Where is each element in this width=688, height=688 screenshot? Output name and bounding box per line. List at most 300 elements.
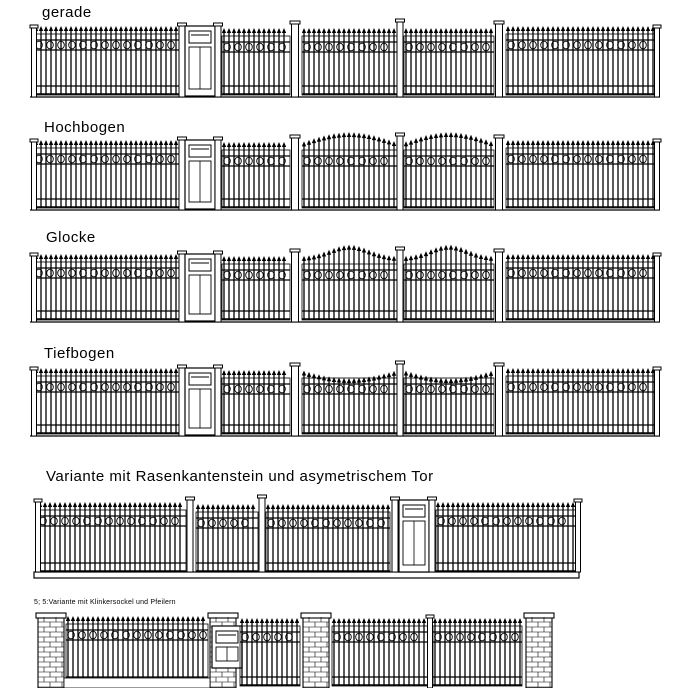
spear-tip — [621, 368, 625, 373]
spear-tip — [169, 26, 173, 31]
spear-tip — [586, 26, 590, 31]
spear-tip — [99, 368, 103, 373]
spear-tip — [131, 616, 135, 621]
spear-tip — [267, 370, 271, 375]
fence-panel — [240, 618, 300, 686]
spear-tip — [471, 502, 475, 507]
spear-tip — [367, 249, 371, 254]
spear-tip — [414, 254, 418, 259]
spear-tip — [139, 368, 143, 373]
spear-tip — [191, 616, 195, 621]
fence-panel — [404, 28, 494, 95]
fence-post — [397, 364, 403, 436]
spear-tip — [64, 140, 68, 145]
section-label-tiefbogen: Tiefbogen — [44, 345, 115, 362]
spear-tip — [99, 140, 103, 145]
spear-tip — [352, 28, 356, 33]
spear-tip — [446, 502, 450, 507]
spear-tip — [414, 138, 418, 143]
spear-tip — [49, 368, 53, 373]
spear-tip — [641, 140, 645, 145]
fence-row-tiefbogen — [30, 361, 661, 436]
spear-tip — [196, 616, 200, 621]
spear-tip — [474, 253, 478, 258]
spear-tip — [376, 504, 380, 509]
spear-tip — [327, 134, 331, 139]
ornament-scroll — [501, 633, 508, 641]
spear-tip — [449, 245, 453, 250]
spear-tip — [506, 254, 510, 259]
spear-tip — [414, 373, 418, 378]
spear-tip — [546, 502, 550, 507]
spear-tip — [422, 618, 426, 623]
spear-tip — [54, 140, 58, 145]
spear-tip — [458, 618, 462, 623]
spear-tip — [267, 256, 271, 261]
spear-tip — [382, 28, 386, 33]
spear-tip — [464, 28, 468, 33]
spear-tip — [641, 254, 645, 259]
fence-panel — [222, 142, 290, 208]
fence-panel — [436, 502, 576, 572]
spear-tip — [89, 140, 93, 145]
spear-tip — [206, 504, 210, 509]
ornament-scroll — [257, 43, 264, 51]
spear-tip — [444, 245, 448, 250]
spear-tip — [478, 618, 482, 623]
spear-tip — [291, 504, 295, 509]
spear-tip — [387, 372, 391, 377]
spear-tip — [139, 140, 143, 145]
spear-tip — [119, 254, 123, 259]
ornament-scroll — [47, 41, 54, 49]
spear-tip — [508, 618, 512, 623]
spear-tip — [109, 140, 113, 145]
spear-tip — [414, 28, 418, 33]
spear-tip — [247, 28, 251, 33]
spear-tip — [646, 26, 650, 31]
spear-tip — [129, 254, 133, 259]
spear-tip — [489, 141, 493, 146]
spear-tip — [516, 26, 520, 31]
spear-tip — [362, 28, 366, 33]
spear-tip — [151, 616, 155, 621]
ornament-scroll — [102, 383, 109, 391]
spear-tip — [342, 28, 346, 33]
spear-tip — [169, 368, 173, 373]
spear-tip — [49, 140, 53, 145]
spear-tip — [321, 504, 325, 509]
spear-tip — [136, 616, 140, 621]
ornament-scroll — [102, 155, 109, 163]
spear-tip — [332, 133, 336, 138]
spear-tip — [270, 618, 274, 623]
spear-tip — [449, 28, 453, 33]
ornament-scroll — [629, 155, 636, 163]
spear-tip — [113, 502, 117, 507]
spear-tip — [489, 371, 493, 376]
spear-tip — [387, 139, 391, 144]
post-cap — [30, 367, 38, 370]
spear-tip — [409, 255, 413, 260]
spear-tip — [342, 132, 346, 137]
spear-tip — [159, 368, 163, 373]
spear-tip — [581, 254, 585, 259]
spear-tip — [240, 618, 244, 623]
spear-tip — [429, 376, 433, 381]
section-label-gerade: gerade — [42, 4, 92, 21]
spear-tip — [307, 140, 311, 145]
spear-tip — [322, 28, 326, 33]
spear-tip — [616, 368, 620, 373]
spear-tip — [536, 502, 540, 507]
ornament-scroll — [157, 269, 164, 277]
spear-tip — [469, 28, 473, 33]
post-cap — [290, 249, 300, 252]
post-cap — [494, 135, 504, 138]
spear-tip — [48, 502, 52, 507]
ornament-scroll — [574, 383, 581, 391]
spear-tip — [64, 254, 68, 259]
fence-panel — [506, 368, 655, 434]
spear-tip — [63, 502, 67, 507]
spear-tip — [601, 254, 605, 259]
fence-panel — [34, 368, 180, 434]
spear-tip — [81, 616, 85, 621]
ornament-scroll — [446, 633, 453, 641]
spear-tip — [252, 370, 256, 375]
spear-tip — [439, 28, 443, 33]
ornament-scroll — [541, 383, 548, 391]
spear-tip — [89, 368, 93, 373]
ornament-scroll — [124, 383, 131, 391]
ornament-scroll — [275, 633, 282, 641]
spear-tip — [124, 140, 128, 145]
spear-tip — [124, 254, 128, 259]
ornament-scroll — [559, 517, 566, 525]
spear-tip — [352, 132, 356, 137]
spear-tip — [168, 502, 172, 507]
spear-tip — [342, 245, 346, 250]
spear-tip — [382, 138, 386, 143]
ornament-scroll — [439, 385, 446, 393]
spear-tip — [409, 28, 413, 33]
spear-tip — [216, 504, 220, 509]
fence-panel — [66, 616, 208, 686]
spear-tip — [119, 368, 123, 373]
spear-tip — [621, 140, 625, 145]
spear-tip — [464, 377, 468, 382]
spear-tip — [616, 26, 620, 31]
spear-tip — [372, 135, 376, 140]
spear-tip — [79, 254, 83, 259]
section-label-hochbogen: Hochbogen — [44, 119, 126, 136]
brick-pillar — [301, 613, 331, 688]
spear-tip — [412, 618, 416, 623]
post-cap — [258, 495, 267, 498]
ornament-scroll — [157, 155, 164, 163]
spear-tip — [143, 502, 147, 507]
ornament-scroll — [472, 271, 479, 279]
spear-tip — [362, 248, 366, 253]
spear-tip — [119, 140, 123, 145]
spear-tip — [39, 254, 43, 259]
spear-tip — [511, 502, 515, 507]
spear-tip — [392, 141, 396, 146]
spear-tip — [226, 504, 230, 509]
spear-tip — [134, 368, 138, 373]
spear-tip — [237, 142, 241, 147]
ornament-scroll — [301, 519, 308, 527]
spear-tip — [222, 28, 226, 33]
spear-tip — [367, 134, 371, 139]
fence-post — [32, 256, 37, 322]
spear-tip — [419, 374, 423, 379]
spear-tip — [139, 254, 143, 259]
spear-tip — [551, 368, 555, 373]
spear-tip — [392, 371, 396, 376]
spear-tip — [576, 368, 580, 373]
fence-post — [496, 252, 503, 322]
ornament-scroll — [156, 631, 163, 639]
spear-tip — [454, 378, 458, 383]
spear-tip — [114, 26, 118, 31]
post-cap — [653, 25, 661, 28]
mailbox-column — [399, 500, 429, 572]
spear-tip — [277, 28, 281, 33]
post-cap — [214, 137, 223, 140]
ornament-scroll — [417, 157, 424, 165]
spear-tip — [556, 254, 560, 259]
spear-tip — [434, 247, 438, 252]
spear-tip — [631, 140, 635, 145]
spear-tip — [429, 134, 433, 139]
spear-tip — [84, 26, 88, 31]
spear-tip — [611, 140, 615, 145]
post-cap — [426, 615, 434, 618]
pillar-cap — [208, 613, 238, 618]
fence-post — [292, 24, 299, 97]
fence-row-klinker — [36, 613, 554, 688]
spear-tip — [116, 616, 120, 621]
spear-tip — [272, 142, 276, 147]
spear-tip — [331, 504, 335, 509]
spear-tip — [302, 28, 306, 33]
spear-tip — [531, 254, 535, 259]
spear-tip — [242, 370, 246, 375]
ornament-scroll — [315, 271, 322, 279]
spear-tip — [493, 618, 497, 623]
spear-tip — [531, 368, 535, 373]
spear-tip — [372, 618, 376, 623]
fence-post — [392, 500, 398, 572]
spear-tip — [104, 140, 108, 145]
spear-tip — [247, 256, 251, 261]
spear-tip — [94, 26, 98, 31]
pillar-cap — [301, 613, 331, 618]
spear-tip — [232, 256, 236, 261]
spear-tip — [357, 618, 361, 623]
spear-tip — [104, 254, 108, 259]
ornament-scroll — [315, 157, 322, 165]
spear-tip — [332, 28, 336, 33]
spear-tip — [366, 504, 370, 509]
ornament-scroll — [629, 41, 636, 49]
spear-tip — [434, 133, 438, 138]
spear-tip — [441, 502, 445, 507]
spear-tip — [516, 254, 520, 259]
ornament-scroll — [574, 41, 581, 49]
spear-tip — [237, 256, 241, 261]
post-cap — [214, 251, 223, 254]
spear-tip — [581, 26, 585, 31]
spear-tip — [626, 254, 630, 259]
spear-tip — [377, 253, 381, 258]
fence-row-glocke — [30, 245, 661, 322]
spear-tip — [561, 254, 565, 259]
ornament-scroll — [102, 269, 109, 277]
spear-tip — [611, 368, 615, 373]
spear-tip — [227, 28, 231, 33]
spear-tip — [439, 132, 443, 137]
fence-post — [576, 502, 581, 572]
post-cap — [653, 253, 661, 256]
spear-tip — [526, 140, 530, 145]
spear-tip — [307, 255, 311, 260]
spear-tip — [74, 254, 78, 259]
spear-tip — [144, 254, 148, 259]
spear-tip — [286, 504, 290, 509]
spear-tip — [513, 618, 517, 623]
spear-tip — [154, 140, 158, 145]
spear-tip — [484, 139, 488, 144]
spear-tip — [232, 142, 236, 147]
spear-tip — [546, 254, 550, 259]
fence-post — [496, 138, 503, 210]
spear-tip — [521, 26, 525, 31]
spear-tip — [255, 618, 259, 623]
spear-tip — [356, 504, 360, 509]
spear-tip — [591, 140, 595, 145]
spear-tip — [531, 140, 535, 145]
post-cap — [494, 21, 504, 24]
fence-post — [215, 254, 221, 322]
spear-tip — [571, 502, 575, 507]
spear-tip — [161, 616, 165, 621]
ornament-scroll — [417, 271, 424, 279]
fence-post — [179, 368, 185, 436]
spear-tip — [74, 140, 78, 145]
spear-tip — [158, 502, 162, 507]
spear-tip — [332, 248, 336, 253]
ornament-scroll — [134, 631, 141, 639]
spear-tip — [347, 245, 351, 250]
spear-tip — [174, 254, 178, 259]
spear-tip — [606, 26, 610, 31]
spear-tip — [59, 368, 63, 373]
spear-tip — [483, 618, 487, 623]
spear-tip — [39, 368, 43, 373]
spear-tip — [436, 502, 440, 507]
spear-tip — [449, 378, 453, 383]
spear-tip — [302, 371, 306, 376]
spear-tip — [521, 254, 525, 259]
spear-tip — [174, 140, 178, 145]
spear-tip — [322, 252, 326, 257]
spear-tip — [536, 254, 540, 259]
ornament-scroll — [370, 157, 377, 165]
spear-tip — [626, 26, 630, 31]
spear-tip — [277, 142, 281, 147]
spear-tip — [164, 368, 168, 373]
spear-tip — [134, 26, 138, 31]
spear-tip — [606, 254, 610, 259]
spear-tip — [173, 502, 177, 507]
ornament-scroll — [69, 155, 76, 163]
post-cap — [396, 19, 405, 22]
spear-tip — [382, 254, 386, 259]
ornament-scroll — [541, 269, 548, 277]
spear-tip — [134, 140, 138, 145]
fence-post — [259, 498, 265, 572]
post-cap — [396, 361, 405, 364]
post-cap — [186, 497, 195, 500]
spear-tip — [646, 254, 650, 259]
spear-tip — [626, 140, 630, 145]
spear-tip — [267, 28, 271, 33]
spear-tip — [367, 28, 371, 33]
spear-tip — [511, 140, 515, 145]
spear-tip — [307, 28, 311, 33]
spear-tip — [526, 368, 530, 373]
spear-tip — [69, 140, 73, 145]
ornament-scroll — [367, 633, 374, 641]
spear-tip — [257, 142, 261, 147]
spear-tip — [566, 368, 570, 373]
spear-tip — [91, 616, 95, 621]
spear-tip — [606, 368, 610, 373]
spear-tip — [49, 254, 53, 259]
spear-tip — [108, 502, 112, 507]
spear-tip — [342, 378, 346, 383]
spear-tip — [498, 618, 502, 623]
spear-tip — [139, 26, 143, 31]
spear-tip — [104, 368, 108, 373]
spear-tip — [488, 618, 492, 623]
spear-tip — [196, 504, 200, 509]
spear-tip — [451, 502, 455, 507]
spear-tip — [174, 26, 178, 31]
fence-post — [496, 366, 503, 436]
spear-tip — [44, 26, 48, 31]
spear-tip — [148, 502, 152, 507]
post-cap — [428, 497, 437, 500]
spear-tip — [114, 140, 118, 145]
ornament-scroll — [345, 633, 352, 641]
spear-tip — [306, 504, 310, 509]
spear-tip — [526, 254, 530, 259]
spear-tip — [646, 140, 650, 145]
fence-post — [292, 138, 299, 210]
ornament-scroll — [209, 519, 216, 527]
spear-tip — [469, 135, 473, 140]
ornament-scroll — [51, 517, 58, 525]
spear-tip — [433, 618, 437, 623]
spear-tip — [312, 28, 316, 33]
spear-tip — [54, 368, 58, 373]
spear-tip — [144, 368, 148, 373]
spear-tip — [227, 256, 231, 261]
